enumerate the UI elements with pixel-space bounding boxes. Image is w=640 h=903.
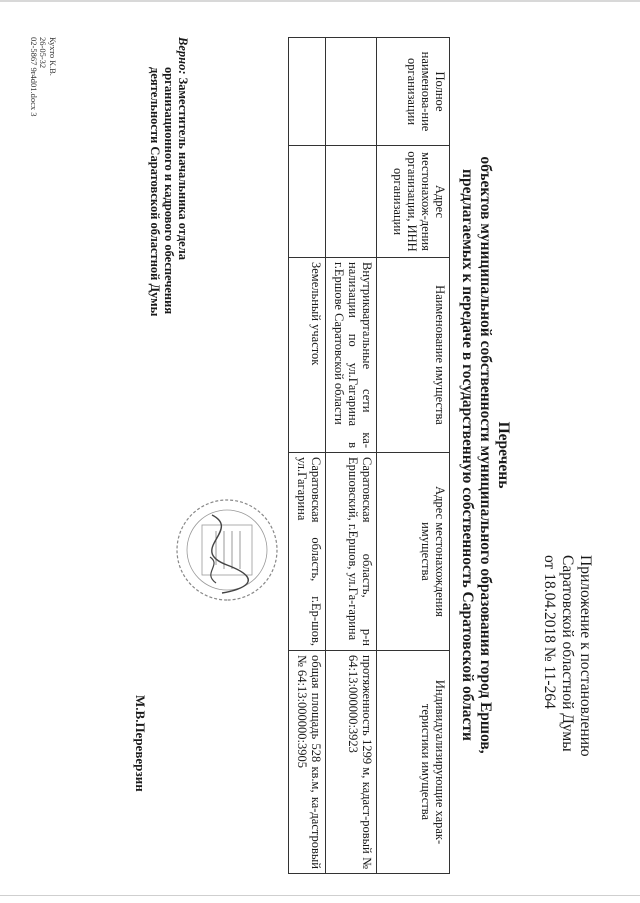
header-cell-org-name: Полное наименова-ние организации: [377, 38, 450, 146]
table-row: [289, 38, 326, 874]
cell-property-address: Саратовская область, р-н Ершовский, г.Ершов, ул.Га-гарина: [326, 453, 377, 651]
cell-characteristics: протяженность 1299 м, кадаст-ровый № 64:13:000000:3923: [326, 651, 377, 874]
title-line-1: Перечень: [495, 421, 512, 489]
certification-block: [148, 37, 190, 397]
table-row: [326, 38, 377, 874]
title-line-2: объектов муниципальной собственности муниципального образования город Ершов,: [477, 156, 494, 754]
verno-position-2: организационного и кадрового обеспечения: [162, 67, 176, 315]
appendix-header: [540, 555, 594, 885]
verno-position-3: деятельности Саратовской областной Думы: [148, 67, 162, 317]
verno-position-1: Заместитель начальника отдела: [176, 77, 190, 260]
document-title: [458, 25, 512, 885]
signer-name: М.В.Переверзин: [133, 695, 148, 792]
header-line-3: от 18.04.2018 № 11-264: [541, 555, 558, 709]
header-cell-org-address: Адрес местонахож-дения организации, ИНН организации: [377, 146, 450, 258]
footer-line-1: Кухто К.В.: [48, 37, 58, 76]
cell-org-address: [289, 146, 326, 258]
official-stamp-icon: [172, 495, 282, 605]
header-cell-property-address: Адрес местонахождения имущества: [377, 453, 450, 651]
cell-org: [326, 38, 377, 146]
document-page: [20, 25, 600, 885]
cell-property-name: Внутриквартальные сети ка-нализации по ул.Гагарина в г.Ершове Саратовской области: [326, 258, 377, 453]
header-line-1: Приложение к постановлению: [577, 555, 594, 757]
cell-org: [289, 38, 326, 146]
cell-property-name: Земельный участок: [289, 258, 326, 453]
footer-line-3: 02-5867 9r4d01.docx 3: [29, 37, 39, 117]
cell-org-address: [326, 146, 377, 258]
scan-top-edge: [0, 0, 640, 2]
header-cell-property-name: Наименование имущества: [377, 258, 450, 453]
title-line-3: предлагаемых к передаче в государственную собственность Саратовской области: [459, 169, 476, 741]
cell-property-address: Саратовская область, г.Ер-шов, ул.Гагарина: [289, 453, 326, 651]
header-line-2: Саратовской областной Думы: [559, 555, 576, 752]
document-footer: [29, 37, 58, 117]
scan-bottom-edge: [0, 895, 640, 896]
table-header-row: [377, 38, 450, 874]
header-cell-characteristics: Индивидуализирующие харак-теристики имущества: [377, 651, 450, 874]
footer-line-2: 26-05-32: [38, 37, 49, 69]
cell-characteristics: общая площадь 528 кв.м, ка-дастровый № 64:13:000000:3905: [289, 651, 326, 874]
verno-label: Верно:: [176, 37, 190, 75]
property-table: [288, 37, 450, 874]
